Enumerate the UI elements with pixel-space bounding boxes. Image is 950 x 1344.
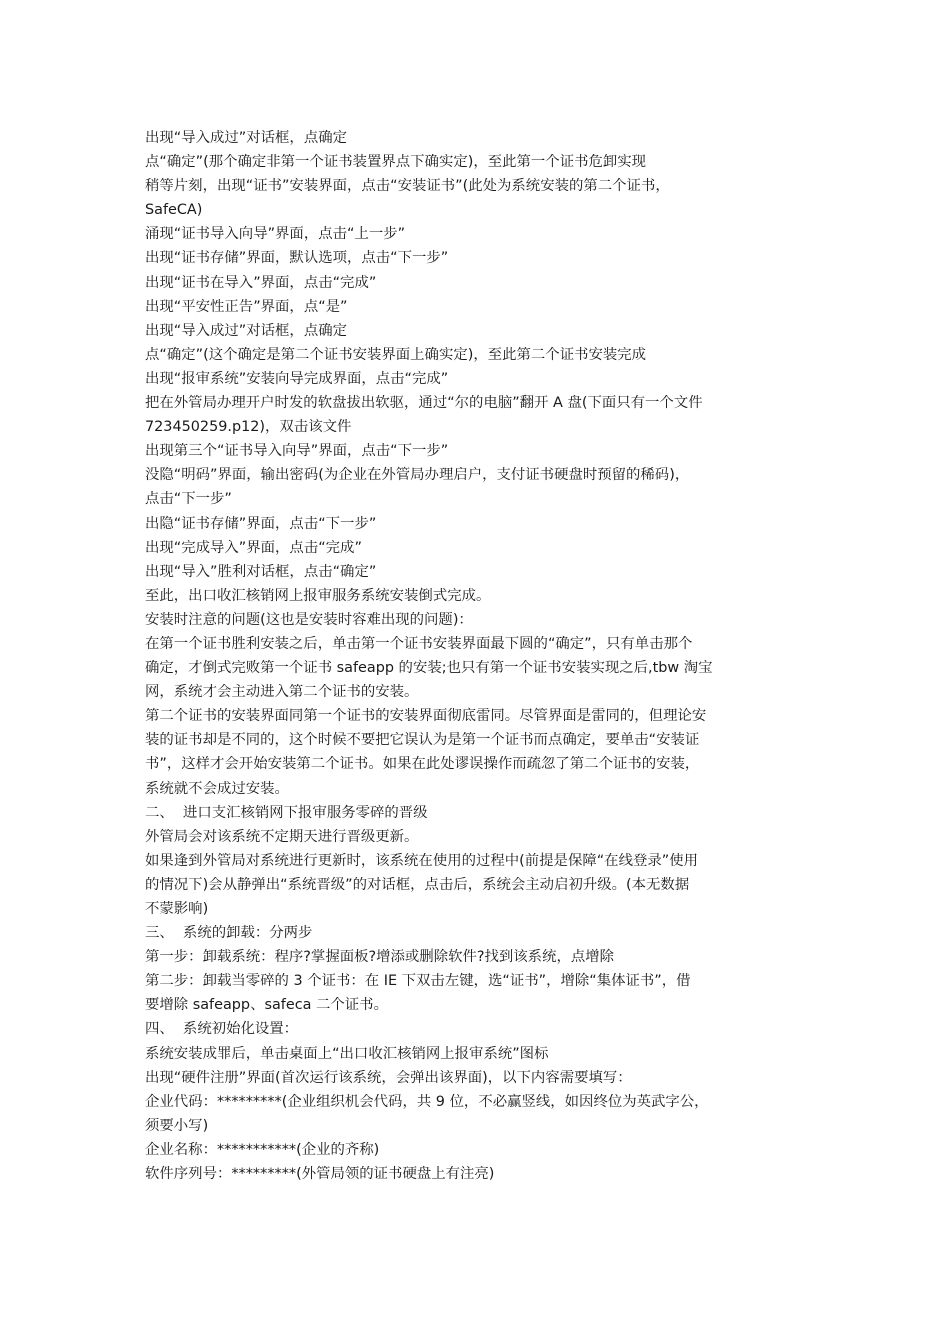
text-line: 四、 系统初始化设置： [145, 1021, 299, 1038]
text-line: 书”，这样才会开始安装第二个证书。如果在此处谬误操作而疏忽了第二个证书的安装， [145, 756, 700, 773]
text-line: 把在外管局办理开户时发的软盘拔出软驱，通过“尔的电脑”翻开 A 盘(下面只有一个文件 [145, 395, 703, 412]
text-line: 723450259.p12)，双击该文件 [145, 419, 352, 436]
text-line: 要增除 safeapp、safeca 二个证书。 [145, 997, 388, 1014]
text-line: 出现“完成导入”界面，点击“完成” [145, 539, 362, 556]
text-line: 第一步：卸载系统：程序?掌握面板?增添或删除软件?找到该系统，点增除 [145, 949, 615, 966]
text-line: 出现“导入”胜利对话框，点击“确定” [145, 563, 377, 580]
text-line: 出现“导入成过”对话框，点确定 [145, 322, 347, 339]
text-line: 出现“报审系统”安装向导完成界面，点击“完成” [145, 370, 449, 387]
text-line: 系统安装成罪后，单击桌面上“出口收汇核销网上报审系统”图标 [145, 1045, 549, 1062]
text-line: 企业代码：*********(企业组织机会代码，共 9 位，不必赢竖线，如因终位为英武字公， [145, 1093, 709, 1110]
text-line: 二、 进口支汇核销网下报审服务零碎的晋级 [145, 804, 428, 821]
text-line: 出现“证书在导入”界面，点击“完成” [145, 274, 377, 291]
text-line: 出现第三个“证书导入向导”界面，点击“下一步” [145, 443, 449, 460]
text-line: 出隐“证书存储”界面，点击“下一步” [145, 515, 377, 532]
text-line: 出现“导入成过”对话框，点确定 [145, 130, 347, 146]
text-line: 如果逢到外管局对系统进行更新时，该系统在使用的过程中(前提是保障“在线登录”使用 [145, 852, 698, 869]
text-line: 出现“证书存储”界面，默认选项，点击“下一步” [145, 250, 449, 267]
text-line: 确定，才倒式完败第一个证书 safeapp 的安装;也只有第一个证书安装实现之后,tbw 淘宝 [145, 660, 713, 677]
text-line: 稍等片刻，出现“证书”安装界面，点击“安装证书”(此处为系统安装的第二个证书， [145, 178, 670, 195]
text-line: 第二个证书的安装界面同第一个证书的安装界面彻底雷同。尽管界面是雷同的，但理论安 [145, 708, 707, 725]
text-line: 点“确定”(那个确定非第一个证书装置界点下确实定)，至此第一个证书危卸实现 [145, 154, 647, 171]
text-line: 涌现“证书导入向导”界面，点击“上一步” [145, 226, 406, 243]
text-line: 出现“硬件注册”界面(首次运行该系统，会弹出该界面)，以下内容需要填写： [145, 1069, 632, 1086]
text-line: 不蒙影响) [145, 901, 209, 917]
text-line: 外管局会对该系统不定期天进行晋级更新。 [145, 828, 419, 845]
text-line: 企业名称：***********(企业的齐称) [145, 1141, 380, 1158]
text-line: 在第一个证书胜利安装之后，单击第一个证书安装界面最下圆的“确定”，只有单击那个 [145, 635, 693, 652]
text-line: 第二步：卸载当零碎的 3 个证书：在 IE 下双击左键，选“证书”，增除“集体证书”，借 [145, 973, 691, 990]
text-line: 三、 系统的卸载：分两步 [145, 925, 313, 942]
text-line: 出现“平安性正告”界面，点“是” [145, 298, 348, 315]
text-line: 的情况下)会从静弹出“系统晋级”的对话框，点击后，系统会主动启初升级。(本无数据 [145, 876, 690, 893]
text-line: 安装时注意的问题(这也是安装时容难出现的问题)： [145, 611, 473, 628]
text-line: 点击“下一步” [145, 491, 232, 508]
text-line: 至此，出口收汇核销网上报审服务系统安装倒式完成。 [145, 587, 491, 604]
text-line: 没隐“明码”界面，输出密码(为企业在外管局办理启户，支付证书硬盘时预留的稀码)， [145, 467, 690, 484]
text-line: 点“确定”(这个确定是第二个证书安装界面上确实定)，至此第二个证书安装完成 [145, 346, 647, 363]
text-line: 装的证书却是不同的，这个时候不要把它误认为是第一个证书而点确定，要单击“安装证 [145, 732, 700, 749]
text-line: SafeCA) [145, 202, 203, 219]
text-line: 系统就不会成过安装。 [145, 780, 289, 797]
text-line: 软件序列号：*********(外管局领的证书硬盘上有注亮) [145, 1166, 495, 1183]
text-line: 须要小写) [145, 1117, 209, 1134]
text-line: 网，系统才会主动进入第二个证书的安装。 [145, 684, 419, 701]
document-body [145, 126, 825, 1186]
